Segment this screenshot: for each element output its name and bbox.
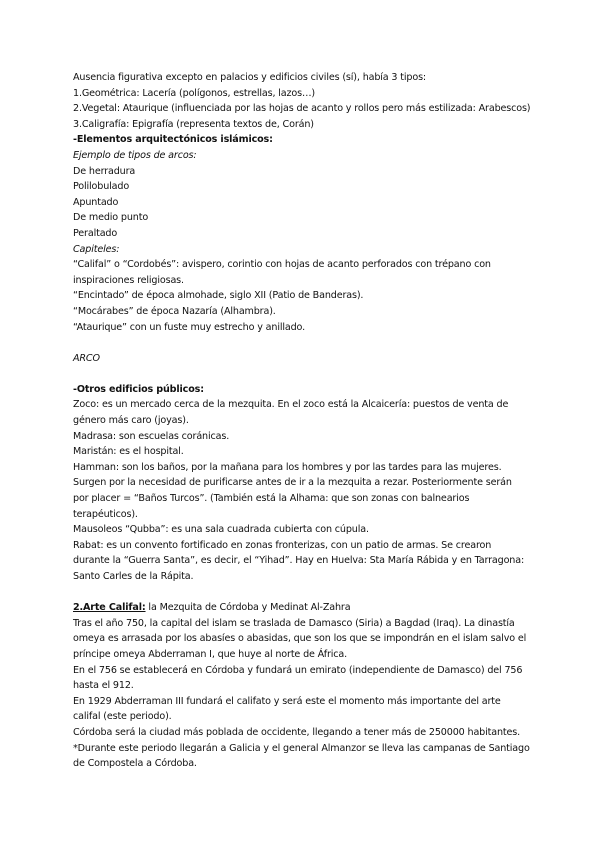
edificio-item: Madrasa: son escuelas coránicas. xyxy=(73,430,230,442)
section-heading-elementos: -Elementos arquitectónicos islámicos: xyxy=(73,134,273,146)
section2-paragraph: Tras el año 750, la capital del islam se traslada de Damasco (Siria) a Bagdad (Iraq). La dinastía omeya es arrasada por los abasíes o abasidas, que son los que se impondrán en el islam salvo el príncipe omeya Abderraman I, que huye al norte de África. xyxy=(73,617,527,660)
section2-paragraph: Córdoba será la ciudad más poblada de occidente, llegando a tener más de 250000 habitantes. xyxy=(73,726,521,738)
section2-subtitle: la Mezquita de Córdoba y Medinat Al-Zahra xyxy=(145,602,351,614)
capitel-item: “Encintado” de época almohade, siglo XII (Patio de Banderas). xyxy=(73,290,364,302)
section2-paragraph: En el 756 se establecerá en Córdoba y fundará un emirato (independiente de Damasco) del 756 hasta el 912. xyxy=(73,664,523,692)
capitel-item: “Califal” o “Cordobés”: avispero, corintio con hojas de acanto perforados con trépano con inspiraciones religiosas. xyxy=(73,259,491,286)
arco-type: De medio punto xyxy=(73,212,149,224)
capitel-item: “Ataurique” con un fuste muy estrecho y anillado. xyxy=(73,321,305,333)
edificio-item: Rabat: es un convento fortificado en zonas fronterizas, con un patio de armas. Se crearon durante la “Guerra Santa”, es decir, el “Yihad”. Hay en Huelva: Sta María Rábida y en Tarragona: Santo Carles de la Rápita. xyxy=(73,539,525,582)
edificio-item: Zoco: es un mercado cerca de la mezquita. En el zoco está la Alcaicería: puestos de venta de género más caro (joyas). xyxy=(73,399,509,427)
spacer xyxy=(73,335,530,351)
intro-line: 2.Vegetal: Ataurique (influenciada por las hojas de acanto y rollos pero más estilizada: Arabescos) xyxy=(73,103,531,115)
capitel-item: “Mocárabes” de época Nazaría (Alhambra). xyxy=(73,305,276,317)
arco-type: Apuntado xyxy=(73,196,119,208)
edificio-item: Mausoleos “Qubba”: es una sala cuadrada cubierta con cúpula. xyxy=(73,524,369,536)
capiteles-title: Capiteles: xyxy=(73,243,120,255)
section2-paragraph: *Durante este periodo llegarán a Galicia y el general Almanzor se lleva las campanas de Santiago de Compostela a Córdoba. xyxy=(73,742,530,770)
section2-paragraph: En 1929 Abderraman III fundará el califato y será este el momento más importante del arte califal (este periodo). xyxy=(73,695,501,723)
edificio-item: Maristán: es el hospital. xyxy=(73,446,184,458)
intro-line: Ausencia figurativa excepto en palacios y edificios civiles (sí), había 3 tipos: xyxy=(73,72,427,83)
section2-title: 2.Arte Califal: xyxy=(73,602,146,614)
intro-line: 3.Caligrafía: Epigrafía (representa textos de, Corán) xyxy=(73,118,314,130)
edificio-item: Hamman: son los baños, por la mañana para los hombres y por las tardes para las mujeres. Surgen por la necesidad de purificarse antes de ir a la mezquita a rezar. Posteriormente serán por placer = “Baños Turcos”. (También está la Alhama: que son zonas con balnearios terapéuticos). xyxy=(73,461,512,520)
section2-heading xyxy=(73,600,530,616)
arco-type: Peraltado xyxy=(73,227,118,239)
arcos-title: Ejemplo de tipos de arcos: xyxy=(73,149,197,161)
spacer xyxy=(73,585,530,601)
arco-label: ARCO xyxy=(73,352,100,364)
arco-type: Polilobulado xyxy=(73,181,130,193)
spacer xyxy=(73,366,530,382)
intro-line: 1.Geométrica: Lacería (polígonos, estrellas, lazos…) xyxy=(73,87,315,99)
arco-type: De herradura xyxy=(73,165,136,177)
section-heading-otros: -Otros edificios públicos: xyxy=(73,383,204,395)
